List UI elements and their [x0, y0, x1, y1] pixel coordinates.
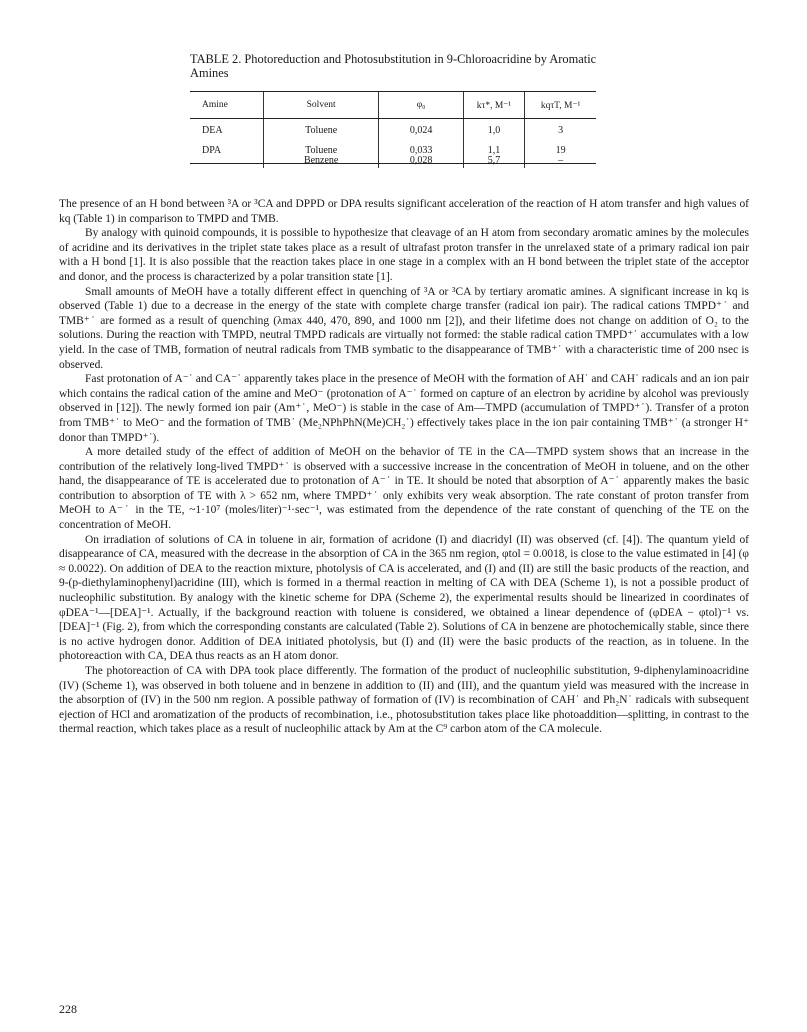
cell-phi: 0,033 0,028 — [379, 140, 463, 168]
cell-k-tau: 1,0 — [463, 119, 524, 141]
paragraph: On irradiation of solutions of CA in toluene in air, formation of acridone (I) and diacridyl (II) was observed (cf. [4]). The quantum yield of disappearance of CA, measured with the decrease in the absorption of CA in the 365 nm region, φtol = 0.0018, is close to the value estimated in [4] (φ ≈ 0.0022). On addition of DEA to the reaction mixture, photolysis of CA is accelerated, and (I) and (II) are still the basic products of the reaction, and 9-(p-diethylaminophenyl)acridine (III), which is formed in a thermal reaction in melting of CA with DEA (Scheme 1), is not a possible product of nucleophilic substitution. By analogy with the kinetic scheme for DPA (Scheme 2), the experimental results should be linearized in coordinates of φDEA⁻¹—[DEA]⁻¹. Actually, if the background reaction with toluene is considered, we obtained a linear dependence of (φDEA − φtol)⁻¹ vs. [DEA]⁻¹ (Fig. 2), from which the corresponding constants are calculated (Table 2). Solutions of CA in benzene are photochemically stable, since there is no active hydrogen donor. Addition of DEA initiated photolysis, but (I) and (II) were the basic products of the reaction, as in toluene. In the photoreaction with CA, DEA thus reacts as an H atom donor. — [59, 533, 749, 663]
data-table — [190, 91, 596, 168]
header-solvent: Solvent — [263, 92, 379, 119]
paragraph: The photoreaction of CA with DPA took place differently. The formation of the product of nucleophilic substitution, 9-diphenylaminoacridine (IV) (Scheme 1), was observed in both toluene and in benzene in addition to (II) and (III), and the quantum yield was measured with the increase in the absorption of (IV) in the 500 nm region. A possible pathway of formation of (IV) is recombination of CAH˙ and Ph₂N˙ radicals with subsequent ejection of HCl and aromatization of the products of recombination, i.e., photosubstitution takes place like photoaddition—splitting, in contrast to the thermal reaction, which takes place as a result of nucleophilic attack by Am at the C⁹ carbon atom of the CA molecule. — [59, 665, 749, 736]
table-caption: TABLE 2. Photoreduction and Photosubstitution in 9-Chloroacridine by Aromatic Amines — [190, 52, 597, 80]
cell-amine: DPA — [202, 145, 222, 156]
cell-k-tau: 1,1 5,7 — [463, 140, 524, 168]
cell-kq-tau: 3 — [525, 119, 596, 141]
cell-kq-tau: 19 – — [525, 140, 596, 168]
body-text — [59, 197, 749, 737]
cell-solvent: Toluene Benzene — [263, 140, 379, 168]
paragraph: By analogy with quinoid compounds, it is possible to hypothesize that cleavage of an H atom from secondary aromatic amines by the molecules of acridine and its derivatives in the triplet state takes place as a result of ultrafast proton transfer in the unrelaxed state of a primary radical ion pair with a H bond [1]. It is also possible that the reaction takes place in one stage in a complex with an H bond between the triplet state of the acceptor and donor, and the process is characterized by a polar transition state [1]. — [59, 227, 749, 283]
table-bottom-rule — [190, 163, 596, 164]
paragraph: A more detailed study of the effect of addition of MeOH on the behavior of TE in the CA—TMPD system shows that an increase in the contribution of the relatively long-lived TMPD⁺˙ is observed with a successive increase in the concentration of MeOH in toluene, and on the other hand, the disappearance of TE is accelerated due to protonation of A⁻˙ in TE. It should be noted that absorption of A⁻˙ apparently makes the basic contribution to absorption of TE with λ > 652 nm, where TMPD⁺˙ only exhibits very weak absorption. The rate constant of proton transfer from MeOH to A⁻˙ in the TE, ~1·10⁷ (moles/liter)⁻¹·sec⁻¹, was estimated from the dependence of the rate constant of quenching of the TE on the concentration of MeOH. — [59, 446, 749, 532]
table-header-row — [190, 92, 596, 119]
cell-phi: 0,024 — [379, 119, 463, 141]
paragraph: Small amounts of MeOH have a totally different effect in quenching of ³A or ³CA by tertiary aromatic amines. A significant increase in kq is observed (Table 1) due to a decrease in the energy of the state with complete charge transfer (radical ion pair). The radical cations TMPD⁺˙ and TMB⁺˙ are formed as a result of quenching (λmax 440, 470, 890, and 1000 nm [2]), and their lifetime does not change on addition of O₂ to the solutions. During the reaction with TMPD, neutral TMPD radicals are virtually not formed: the stable radical cation TMPD⁺˙ accumulates with a low yield. In the case of TMB, formation of neutral radicals from TMB symbatic to the disappearance of TMB⁺˙ with a characteristic time of 200 nsec is observed. — [59, 285, 749, 371]
cell-solvent: Toluene — [263, 119, 379, 141]
cell-amine: DEA — [202, 125, 223, 136]
header-kq-tau: kqτT, M⁻¹ — [525, 92, 596, 119]
header-k-tau: kτ*, M⁻¹ — [463, 92, 524, 119]
paragraph: Fast protonation of A⁻˙ and CA⁻˙ apparently takes place in the presence of MeOH with the formation of AH˙ and CAH˙ radicals and an ion pair which contains the radical cation of the amine and MeO⁻ (protonation of A⁻˙ formed on capture of an electron by acridine by alcohol was previously observed in [12]). The newly formed ion pair (Am⁺˙, MeO⁻) is stable in the case of Am—TMPD (accumulation of TMPD⁺˙). Transfer of a proton from TMB⁺˙ to MeO⁻ and the formation of TMB˙ (Me₂NPhPhN(Me)CH₂˙) effectively takes place in the ion pair containing TMB⁺˙ (a stronger H⁺ donor than TMPD⁺˙). — [59, 373, 749, 444]
table-row — [190, 119, 596, 141]
paragraph: The presence of an H bond between ³A or ³CA and DPPD or DPA results significant acceleration of the reaction of H atom transfer and high values of kq (Table 1) in comparison to TMPD and TMB. — [59, 198, 749, 225]
page-number: 228 — [59, 1002, 77, 1016]
header-amine: Amine — [190, 92, 263, 119]
header-phi: φ₀ — [379, 92, 463, 119]
